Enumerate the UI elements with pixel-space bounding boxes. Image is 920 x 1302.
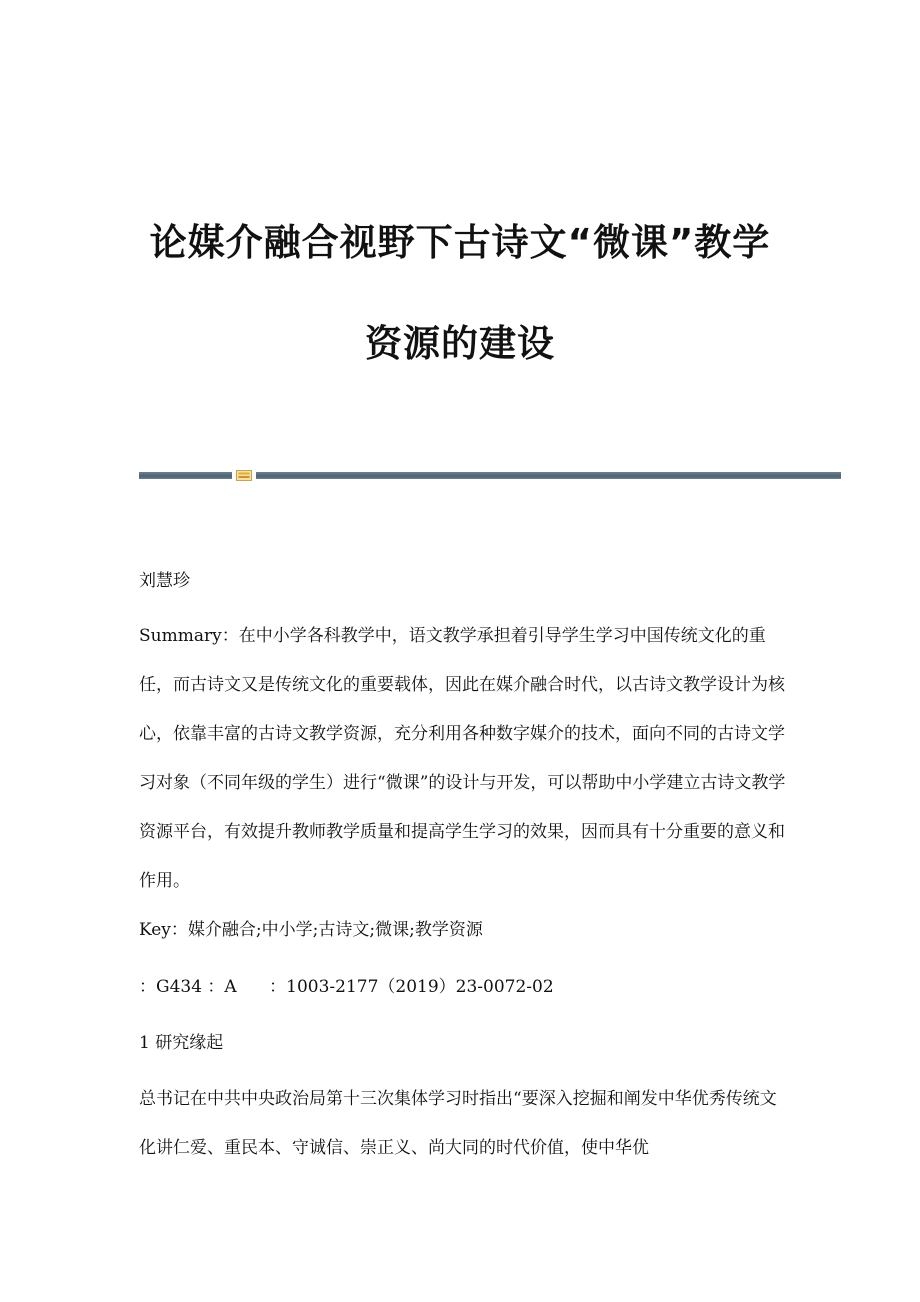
classification-codes: ：G434 ：A ：1003-2177（2019）23-0072-02	[139, 977, 554, 997]
keywords: Key：媒介融合;中小学;古诗文;微课;教学资源	[139, 920, 483, 940]
author-name: 刘慧珍	[139, 571, 190, 591]
body-paragraph: 总书记在中共中央政治局第十三次集体学习时指出“要深入挖掘和阐发中华优秀传统文化讲仁爱、重民本、守诚信、崇正义、尚大同的时代价值，使中华优	[139, 1089, 777, 1158]
title-line-2: 资源的建设	[365, 322, 555, 365]
abstract-summary: Summary：在中小学各科教学中，语文教学承担着引导学生学习中国传统文化的重任，而古诗文又是传统文化的重要载体，因此在媒介融合时代，以古诗文教学设计为核心，依靠丰富的古诗文教学资源，充分利用各种数字媒介的技术，面向不同的古诗文学习对象（不同年级的学生）进行“微课”的设计与开发，可以帮助中小学建立古诗文教学资源平台，有效提升教师教学质量和提高学生学习的效果，因而具有十分重要的意义和作用。	[139, 626, 786, 891]
divider-bar-left	[139, 472, 232, 479]
divider-bar-right	[256, 472, 841, 479]
divider-ornament-icon	[236, 469, 252, 482]
decorative-divider	[139, 469, 841, 483]
title-line-1: 论媒介融合视野下古诗文“微课”教学	[149, 221, 771, 264]
section-heading: 1 研究缘起	[139, 1033, 224, 1053]
